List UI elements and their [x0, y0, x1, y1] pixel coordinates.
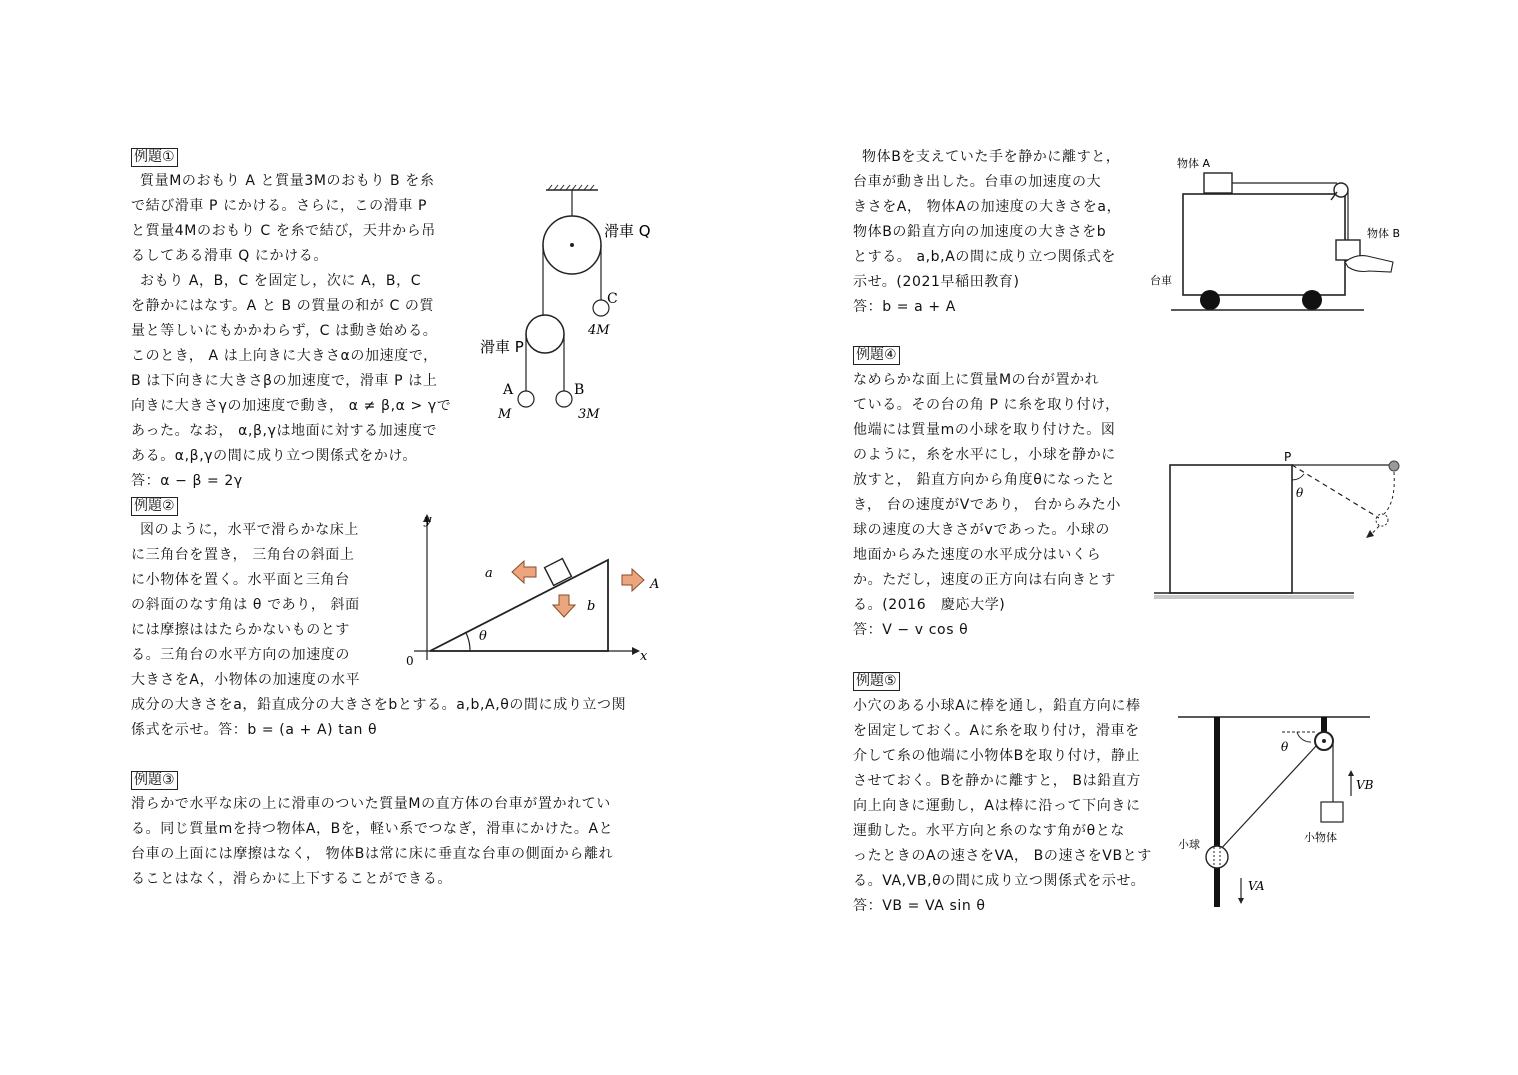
text-line: 台車の上面には摩擦はなく， 物体Bは常に床に垂直な台車の側面から離れ [131, 846, 614, 862]
origin-label: 0 [406, 654, 414, 668]
b-label: b [587, 599, 596, 614]
text-line: か。ただし，速度の正方向は右向きとす [853, 572, 1116, 588]
text-line: なめらかな面上に質量Mの台が置かれ [853, 372, 1100, 388]
weight-b [556, 391, 572, 407]
text-line: させておく。Bを静かに離すと， Bは鉛直方 [853, 773, 1141, 789]
text-line: 滑らかで水平な床の上に滑車のついた質量Mの直方体の台車が置かれてい [131, 796, 611, 812]
example-3-tag: 例題③ [131, 771, 178, 790]
text-line: るしてある滑車 Q にかける。 [131, 248, 328, 264]
cart-diagram [1145, 150, 1415, 320]
text-line: ったときのAの速さをVA， Bの速さをVBとす [853, 848, 1152, 864]
text-line: 放すと， 鉛直方向から角度θになったと [853, 472, 1116, 488]
text-line: には摩擦ははたらかないものとす [131, 622, 350, 638]
arrow-left [512, 561, 536, 583]
rod [1214, 717, 1220, 907]
text-line: 運動した。水平方向と糸のなす角がθとな [853, 823, 1125, 839]
pulley-diagram [470, 180, 670, 430]
text-line: 質量Mのおもり A と質量3Mのおもり B を糸 [140, 173, 435, 189]
theta-label: θ [479, 629, 487, 644]
text-line: ることはなく，滑らかに上下することができる。 [131, 871, 452, 887]
text-line: きさをA， 物体Aの加速度の大きさをa， [853, 199, 1122, 215]
text-line: と質量4Mのおもり C を糸で結び，天井から吊 [131, 223, 436, 239]
text-line: 係式を示せ。答：b = (a + A) tan θ [131, 722, 378, 738]
text-line: 物体Bを支えていた手を静かに離すと， [862, 149, 1121, 165]
ball [1389, 461, 1399, 471]
big-a-label: A [650, 577, 660, 592]
text-line: き， 台の速度がVであり， 台からみた小 [853, 497, 1121, 513]
answer: 答：V − v cos θ [853, 622, 969, 638]
answer: 答：b = a + A [853, 299, 956, 315]
text-line: る。同じ質量mを持つ物体A，Bを，軽い系でつなぎ，滑車にかけた。Aと [131, 821, 614, 837]
rod-pulley-diagram [1170, 710, 1400, 910]
a-mass-label: M [498, 407, 512, 422]
answer: 答：α − β = 2γ [131, 473, 243, 489]
b-label: B [574, 382, 585, 398]
table [1170, 465, 1292, 593]
cart-body [1183, 194, 1345, 295]
text-line: 小穴のある小球Aに棒を通し，鉛直方向に棒 [853, 698, 1141, 714]
text-line: 図のように，水平で滑らかな床上 [140, 522, 359, 538]
text-line: る。VA,VB,θの間に成り立つ関係式を示せ。 [853, 873, 1146, 889]
text-line: 台車が動き出した。台車の加速度の大 [853, 174, 1102, 190]
a-label: A [503, 382, 514, 398]
text-line: 地面からみた速度の水平成分はいくら [853, 547, 1102, 563]
y-axis-label: y [424, 513, 432, 528]
text-line: おもり A，B，C を固定し，次に A，B，C [140, 273, 422, 289]
text-line: の斜面のなす角は θ であり， 斜面 [131, 597, 360, 613]
c-mass-label: 4M [588, 323, 610, 338]
text-line: 物体Bの鉛直方向の加速度の大きさをb [853, 224, 1107, 240]
cart-label: 台車 [1150, 274, 1172, 287]
text-line: ある。α,β,γの間に成り立つ関係式をかけ。 [131, 448, 417, 464]
text-line: 球の速度の大きさがvであった。小球の [853, 522, 1110, 538]
text-line: を固定しておく。Aに糸を取り付け，滑車を [853, 723, 1140, 739]
text-line: 成分の大きさをa，鉛直成分の大きさをbとする。a,b,A,θの間に成り立つ関 [131, 697, 627, 713]
pulley-p [526, 315, 564, 353]
small-object [1321, 802, 1343, 822]
vb-label: VB [1356, 778, 1374, 792]
hand [1345, 256, 1393, 272]
c-label: C [607, 291, 618, 307]
wheel-left [1200, 290, 1220, 310]
answer: 答：VB = VA sin θ [853, 898, 986, 914]
text-line: B は下向きに大きさβの加速度で，滑車 P は上 [131, 373, 438, 389]
text-line: 介して糸の他端に小物体Bを取り付け，静止 [853, 748, 1141, 764]
va-label: VA [1248, 879, 1265, 893]
b-mass-label: 3M [578, 407, 600, 422]
p-label: P [1284, 450, 1292, 464]
text-line: 示せ。(2021早稲田教育) [853, 274, 1020, 290]
obj-b-label: 物体 B [1367, 227, 1401, 240]
text-line: で結び滑車 P にかける。さらに，この滑車 P [131, 198, 428, 214]
arrow-right [622, 569, 644, 591]
theta-label: θ [1281, 740, 1289, 754]
a-label: a [485, 566, 493, 581]
text-line: 向上向きに運動し，Aは棒に沿って下向きに [853, 798, 1141, 814]
pulley [1334, 183, 1348, 197]
text-line: に三角台を置き， 三角台の斜面上 [131, 547, 355, 563]
pulley-p-label: 滑車 P [480, 338, 524, 356]
text-line: のように，糸を水平にし，小球を静かに [853, 447, 1116, 463]
text-line: ている。その台の角 P に糸を取り付け， [853, 397, 1120, 413]
text-line: とする。 a,b,Aの間に成り立つ関係式を [853, 249, 1116, 265]
text-line: 向きに大きさγの加速度で動き， α ≠ β,α > γで [131, 398, 452, 414]
text-line: に小物体を置く。水平面と三角台 [131, 572, 350, 588]
pendulum-diagram [1150, 450, 1410, 610]
text-line: を静かにはなす。A と B の質量の和が C の質 [131, 298, 435, 314]
text-line: このとき， A は上向きに大きさαの加速度で， [131, 348, 438, 364]
ball-ghost [1376, 514, 1388, 526]
text-line: 量と等しいにもかかわらず，C は動き始める。 [131, 323, 438, 339]
obj-a-label: 物体 A [1177, 157, 1211, 170]
weight-a [518, 391, 534, 407]
block-a [1204, 173, 1232, 193]
text-line: 他端には質量mの小球を取り付けた。図 [853, 422, 1116, 438]
example-2-tag: 例題② [131, 497, 178, 516]
pulley-q-label: 滑車 Q [604, 222, 651, 240]
small-obj-label: 小物体 [1304, 831, 1337, 844]
text-line: る。(2016 慶応大学) [853, 597, 1006, 613]
text-line: あった。なお， α,β,γは地面に対する加速度で [131, 423, 438, 439]
example-5-tag: 例題⑤ [853, 672, 900, 691]
example-4-tag: 例題④ [853, 346, 900, 365]
text-line: る。三角台の水平方向の加速度の [131, 647, 350, 663]
wheel-right [1302, 290, 1322, 310]
x-axis-label: x [640, 649, 648, 664]
ball-label: 小球 [1178, 838, 1200, 851]
incline-diagram [400, 510, 660, 670]
ball-a [1206, 846, 1228, 868]
text-line: 大きさをA，小物体の加速度の水平 [131, 672, 361, 688]
arrow-down [553, 595, 575, 617]
example-1-tag: 例題① [131, 148, 178, 167]
theta-label: θ [1296, 486, 1304, 500]
